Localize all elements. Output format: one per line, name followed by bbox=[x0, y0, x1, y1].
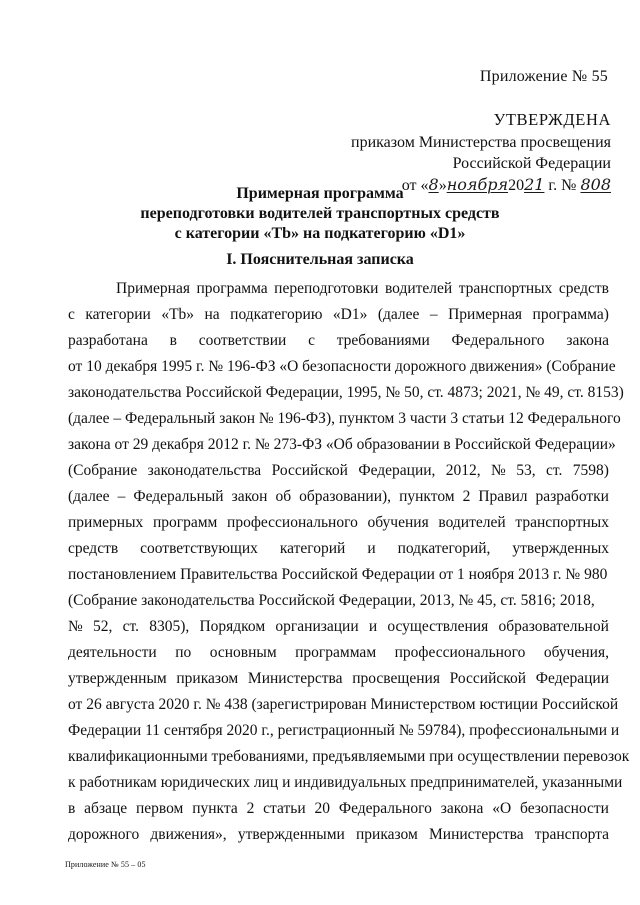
body-line bbox=[68, 536, 609, 562]
body-word: программа bbox=[196, 280, 268, 297]
body-word: утвержденными bbox=[237, 826, 345, 843]
body-word: Федерации 11 сентября 2020 г., регистрационный № 59784), профессиональными и bbox=[68, 722, 620, 739]
body-word: квалификационными требованиями, предъявляемыми при осуществлении перевозок bbox=[68, 748, 630, 765]
year-suffix: г. № bbox=[548, 177, 577, 194]
body-word: (Собрание законодательства Российской Федерации, 2013, № 45, ст. 5816; 2018, bbox=[68, 592, 595, 609]
body-word: законодательства Российской Федерации, 1995, № 50, ст. 4873; 2021, № 49, ст. 8153) bbox=[68, 384, 624, 401]
explanatory-note-body bbox=[68, 276, 630, 848]
body-line bbox=[68, 640, 609, 666]
body-word: 20 bbox=[314, 800, 330, 817]
body-word: и bbox=[368, 618, 378, 635]
body-word: движения», bbox=[150, 826, 227, 843]
body-word: пунктом bbox=[399, 488, 455, 505]
handwritten-month: ноября bbox=[446, 175, 509, 194]
body-word: организации bbox=[275, 618, 359, 635]
approval-line-federation: Российской Федерации bbox=[452, 155, 611, 172]
page-footer: Приложение № 55 – 05 bbox=[65, 860, 146, 869]
body-word: дорожного bbox=[68, 826, 140, 843]
handwritten-day: 8 bbox=[428, 175, 439, 194]
body-word: (далее bbox=[68, 488, 110, 505]
body-word: абзаце bbox=[84, 800, 128, 817]
body-word: № bbox=[491, 462, 506, 479]
body-line bbox=[68, 666, 609, 692]
program-title bbox=[0, 184, 640, 244]
body-word: подкатегорию bbox=[230, 306, 323, 323]
body-word: программам bbox=[295, 644, 377, 661]
body-line bbox=[68, 562, 609, 588]
body-word: законодательства bbox=[147, 462, 262, 479]
body-line bbox=[68, 328, 609, 354]
body-word: программ bbox=[152, 514, 218, 531]
body-word: образовательной bbox=[498, 618, 609, 635]
body-word: 2012, bbox=[445, 462, 481, 479]
year-prefix: 20 bbox=[508, 177, 525, 194]
body-line bbox=[68, 406, 621, 432]
body-word: приказом bbox=[176, 670, 239, 687]
body-word: ст. bbox=[122, 618, 139, 635]
body-word: постановлением Правительства Российской Федерации от 1 ноября 2013 г. № 980 bbox=[68, 566, 608, 583]
title-line-2: переподготовки водителей транспортных средств bbox=[140, 205, 500, 222]
approval-heading: УТВЕРЖДЕНА bbox=[493, 110, 611, 129]
body-line bbox=[68, 822, 609, 848]
body-word: (Собрание bbox=[68, 462, 138, 479]
body-line bbox=[68, 276, 609, 302]
body-word: Федерации, bbox=[358, 462, 436, 479]
body-word: подкатегорий, bbox=[397, 540, 491, 557]
body-word: от 26 августа 2020 г. № 438 (зарегистрирован Министерством юстиции Российской bbox=[68, 696, 619, 713]
body-word: закона от 29 декабря 2012 г. № 273-ФЗ «Об образовании в Российской Федерации» bbox=[68, 436, 616, 453]
body-line bbox=[68, 744, 630, 770]
body-word: соответствии bbox=[198, 332, 287, 349]
body-word: 2 bbox=[246, 800, 255, 817]
body-word: приказом bbox=[356, 826, 418, 843]
body-word: к работникам юридических лиц и индивидуальных предпринимателей, указанными bbox=[68, 774, 623, 791]
body-word: пункта bbox=[192, 800, 238, 817]
body-word: требованиями bbox=[336, 332, 430, 349]
body-word: профессионального bbox=[227, 514, 358, 531]
body-word: транспортных bbox=[458, 280, 553, 297]
body-word: Порядком bbox=[199, 618, 266, 635]
body-line bbox=[68, 510, 609, 536]
date-mid: » bbox=[438, 177, 447, 194]
body-word: основным bbox=[209, 644, 277, 661]
handwritten-year: 21 bbox=[524, 175, 545, 194]
body-line bbox=[68, 718, 620, 744]
body-word: об bbox=[275, 488, 292, 505]
body-line bbox=[68, 458, 609, 484]
body-word: 7598) bbox=[572, 462, 609, 479]
body-word: (далее – Федеральный закон № 196-ФЗ), пунктом 3 части 3 статьи 12 Федерального bbox=[68, 410, 621, 427]
body-word: Министерства bbox=[247, 670, 343, 687]
body-word: ст. bbox=[545, 462, 563, 479]
body-word: образовании), bbox=[299, 488, 392, 505]
body-line bbox=[68, 614, 609, 640]
body-word: Министерства bbox=[429, 826, 524, 843]
body-word: 53, bbox=[516, 462, 536, 479]
body-word: деятельности bbox=[68, 644, 157, 661]
body-word: категорий bbox=[279, 540, 346, 557]
body-word: разработки bbox=[535, 488, 609, 505]
body-word: переподготовки bbox=[274, 280, 379, 297]
body-word: средств bbox=[68, 540, 119, 557]
body-word: Российской bbox=[449, 670, 527, 687]
body-word: примерных bbox=[68, 514, 144, 531]
body-word: соответствующих bbox=[140, 540, 258, 557]
body-word: Примерная bbox=[116, 280, 190, 297]
body-line bbox=[68, 770, 623, 796]
body-word: обучения, bbox=[543, 644, 609, 661]
body-word: от 10 декабря 1995 г. № 196-ФЗ «О безопасности дорожного движения» (Собрание bbox=[68, 358, 616, 375]
body-word: категории bbox=[85, 306, 151, 323]
body-word: с bbox=[68, 306, 75, 323]
body-word: осуществления bbox=[387, 618, 489, 635]
section-heading: I. Пояснительная записка bbox=[226, 251, 414, 268]
body-word: программа) bbox=[532, 306, 609, 323]
body-word: закон bbox=[231, 488, 268, 505]
body-word: Федерального bbox=[338, 800, 432, 817]
body-word: профессионального bbox=[394, 644, 526, 661]
date-prefix: от « bbox=[401, 177, 429, 194]
body-word: Российской bbox=[271, 462, 348, 479]
body-line bbox=[68, 380, 624, 406]
body-word: обучения bbox=[367, 514, 429, 531]
body-word: Федеральный bbox=[133, 488, 224, 505]
body-word: по bbox=[175, 644, 192, 661]
body-line bbox=[68, 432, 616, 458]
body-word: 2 bbox=[462, 488, 471, 505]
body-word: 52, bbox=[93, 618, 113, 635]
body-word: утвержденным bbox=[68, 670, 167, 687]
body-word: Примерная bbox=[448, 306, 523, 323]
approval-block bbox=[351, 109, 611, 196]
body-word: с bbox=[308, 332, 315, 349]
title-line-3: с категории «Tb» на подкатегорию «D1» bbox=[174, 225, 466, 242]
body-line bbox=[68, 796, 609, 822]
handwritten-number: 808 bbox=[580, 175, 611, 194]
body-word: № bbox=[68, 618, 83, 635]
body-word: безопасности bbox=[520, 800, 609, 817]
body-word: водителей bbox=[438, 514, 506, 531]
body-word: Федерального bbox=[451, 332, 545, 349]
body-word: транспорта bbox=[534, 826, 609, 843]
body-line bbox=[68, 354, 616, 380]
body-word: средств bbox=[558, 280, 609, 297]
body-word: просвещения bbox=[352, 670, 440, 687]
body-word: водителей bbox=[384, 280, 453, 297]
body-word: и bbox=[367, 540, 376, 557]
body-word: утвержденных bbox=[512, 540, 609, 557]
body-word: «Tb» bbox=[161, 306, 195, 323]
body-word: в bbox=[169, 332, 177, 349]
body-word: Федерации bbox=[535, 670, 609, 687]
approval-line-ministry: приказом Министерства просвещения bbox=[351, 134, 611, 151]
body-word: – bbox=[117, 488, 126, 505]
body-word: «D1» bbox=[332, 306, 368, 323]
body-line bbox=[68, 302, 609, 328]
body-line bbox=[68, 588, 609, 614]
body-line bbox=[68, 692, 619, 718]
body-word: разработана bbox=[68, 332, 148, 349]
body-word: закона bbox=[566, 332, 609, 349]
appendix-label: Приложение № 55 bbox=[479, 68, 608, 85]
body-word: (далее bbox=[377, 306, 420, 323]
body-word: статьи bbox=[263, 800, 306, 817]
body-word: закона bbox=[440, 800, 484, 817]
body-word: «О bbox=[492, 800, 512, 817]
title-line-1: Примерная программа bbox=[236, 185, 404, 202]
body-word: первом bbox=[135, 800, 184, 817]
body-word: Правил bbox=[478, 488, 528, 505]
body-word: транспортных bbox=[515, 514, 609, 531]
body-line bbox=[68, 484, 609, 510]
body-word: в bbox=[68, 800, 76, 817]
body-word: 8305), bbox=[149, 618, 190, 635]
body-word: – bbox=[429, 306, 438, 323]
body-word: на bbox=[204, 306, 220, 323]
